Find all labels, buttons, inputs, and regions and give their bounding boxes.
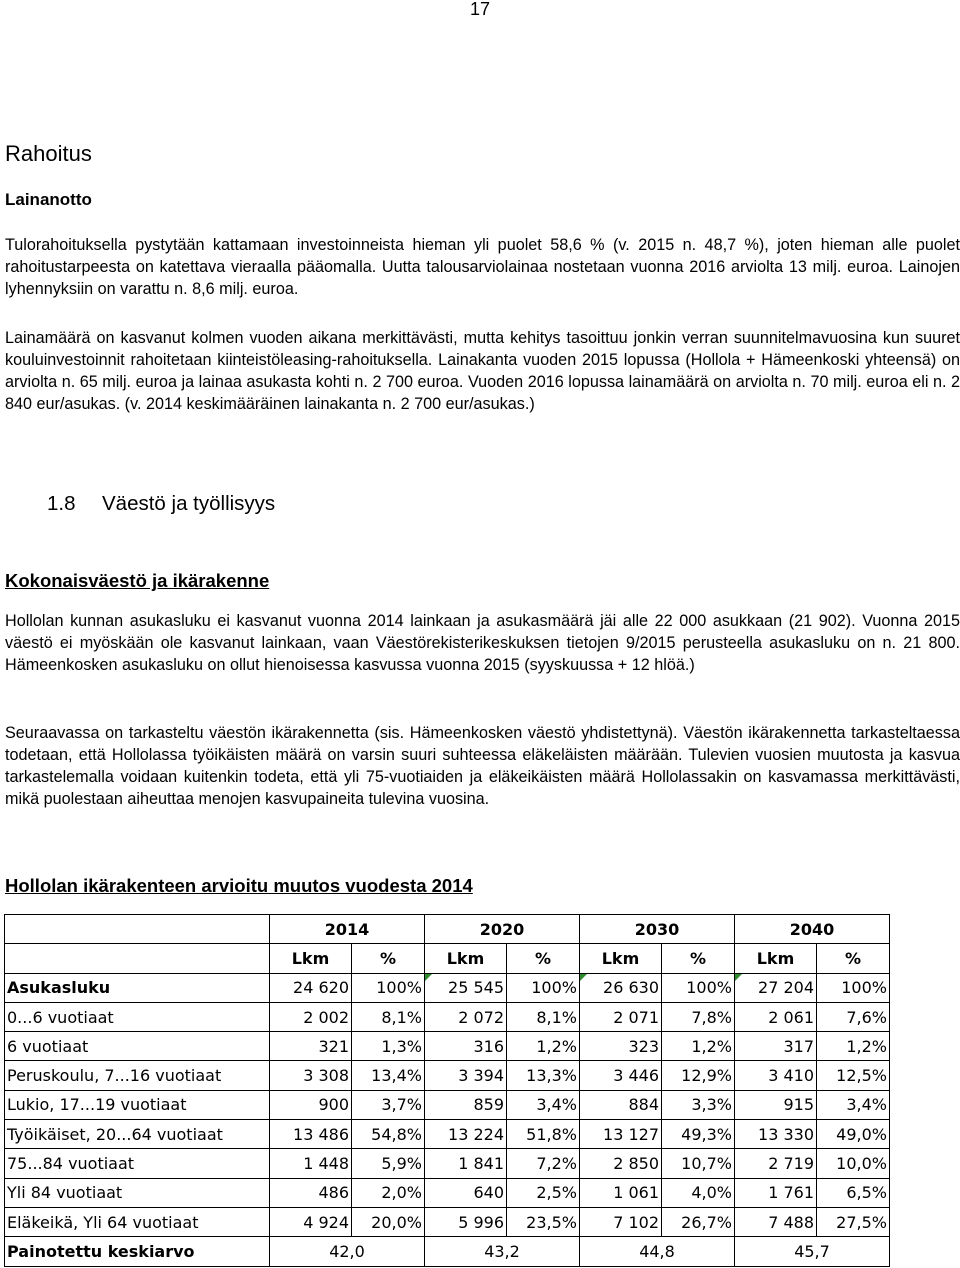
count-cell: 2 072 xyxy=(425,1002,507,1031)
weighted-average-cell: 45,7 xyxy=(735,1237,890,1266)
count-cell: 321 xyxy=(270,1032,352,1061)
percent-cell: 3,3% xyxy=(662,1090,735,1119)
percent-cell: 5,9% xyxy=(352,1149,425,1178)
section-heading xyxy=(47,492,275,516)
percent-cell: 8,1% xyxy=(352,1002,425,1031)
subheader-cell: Lkm xyxy=(270,944,352,973)
comment-marker-icon xyxy=(425,974,432,981)
count-cell: 3 308 xyxy=(270,1061,352,1090)
table-subheader-row xyxy=(5,944,890,973)
percent-cell: 100% xyxy=(352,973,425,1002)
row-label: 75...84 vuotiaat xyxy=(5,1149,270,1178)
header-blank-cell xyxy=(5,944,270,973)
subheader-cell: % xyxy=(817,944,890,973)
percent-cell: 20,0% xyxy=(352,1207,425,1236)
year-header: 2040 xyxy=(735,915,890,944)
table-row-weighted-average xyxy=(5,1237,890,1266)
row-label: Asukasluku xyxy=(5,973,270,1002)
percent-cell: 2,0% xyxy=(352,1178,425,1207)
table-row xyxy=(5,1032,890,1061)
section-title: Väestö ja työllisyys xyxy=(102,492,276,515)
count-cell: 900 xyxy=(270,1090,352,1119)
subheader-cell: % xyxy=(662,944,735,973)
count-cell: 640 xyxy=(425,1178,507,1207)
heading-rahoitus: Rahoitus xyxy=(5,141,92,166)
row-label: Yli 84 vuotiaat xyxy=(5,1178,270,1207)
percent-cell: 10,7% xyxy=(662,1149,735,1178)
count-cell: 1 761 xyxy=(735,1178,817,1207)
percent-cell: 1,3% xyxy=(352,1032,425,1061)
comment-marker-icon xyxy=(580,974,587,981)
row-label: Työikäiset, 20...64 vuotiaat xyxy=(5,1120,270,1149)
subheader-cell: % xyxy=(507,944,580,973)
count-cell: 1 841 xyxy=(425,1149,507,1178)
row-label: 0...6 vuotiaat xyxy=(5,1002,270,1031)
subheader-cell: % xyxy=(352,944,425,973)
count-cell: 7 488 xyxy=(735,1207,817,1236)
percent-cell: 100% xyxy=(662,973,735,1002)
percent-cell: 3,4% xyxy=(507,1090,580,1119)
percent-cell: 100% xyxy=(817,973,890,1002)
percent-cell: 7,6% xyxy=(817,1002,890,1031)
weighted-average-cell: 44,8 xyxy=(580,1237,735,1266)
count-cell: 3 410 xyxy=(735,1061,817,1090)
percent-cell: 1,2% xyxy=(662,1032,735,1061)
count-cell: 2 071 xyxy=(580,1002,662,1031)
table-row xyxy=(5,1090,890,1119)
weighted-average-cell: 43,2 xyxy=(425,1237,580,1266)
weighted-average-cell: 42,0 xyxy=(270,1237,425,1266)
percent-cell: 49,0% xyxy=(817,1120,890,1149)
row-label: Painotettu keskiarvo xyxy=(5,1237,270,1266)
percent-cell: 12,9% xyxy=(662,1061,735,1090)
row-label: Eläkeikä, Yli 64 vuotiaat xyxy=(5,1207,270,1236)
table-year-header-row xyxy=(5,915,890,944)
count-cell: 317 xyxy=(735,1032,817,1061)
table-row xyxy=(5,1178,890,1207)
year-header: 2020 xyxy=(425,915,580,944)
paragraph-lainanotto-1: Tulorahoituksella pystytään kattamaan investoinneista hieman yli puolet 58,6 % (v. 2015 n. 48,7 %), joten hieman alle puolet rahoitustarpeesta on katettava vieraalla pääomalla. Uutta talousarviolainaa nostetaan vuonna 2016 arviolta 13 milj. euroa. Lainojen lyhennyksiin on varattu n. 8,6 milj. euroa. xyxy=(5,236,960,298)
paragraph-kokonaisvaesto-1: Hollolan kunnan asukasluku ei kasvanut vuonna 2014 lainkaan ja asukasmäärä jäi alle 22 000 asukkaan (21 902). Vuonna 2015 väestö ei myöskään ole kasvanut lainkaan, vaan Väestörekisterikeskuksen tietojen 9/2015 perusteella asukasluku on n. 21 800. Hämeenkosken asukasluku on ollut hienoisessa kasvussa vuonna 2015 (syyskuussa + 12 hlöä.) xyxy=(5,612,960,674)
table-row xyxy=(5,1207,890,1236)
count-cell: 3 394 xyxy=(425,1061,507,1090)
table-row xyxy=(5,973,890,1002)
heading-kokonaisvaesto: Kokonaisväestö ja ikärakenne xyxy=(5,570,270,591)
count-cell: 2 850 xyxy=(580,1149,662,1178)
subheader-cell: Lkm xyxy=(735,944,817,973)
table-row xyxy=(5,1149,890,1178)
percent-cell: 12,5% xyxy=(817,1061,890,1090)
count-cell: 323 xyxy=(580,1032,662,1061)
percent-cell: 7,8% xyxy=(662,1002,735,1031)
percent-cell: 6,5% xyxy=(817,1178,890,1207)
table-row xyxy=(5,1061,890,1090)
percent-cell: 8,1% xyxy=(507,1002,580,1031)
percent-cell: 100% xyxy=(507,973,580,1002)
percent-cell: 7,2% xyxy=(507,1149,580,1178)
count-cell: 486 xyxy=(270,1178,352,1207)
age-structure-table xyxy=(4,914,890,1267)
count-cell: 4 924 xyxy=(270,1207,352,1236)
row-label: 6 vuotiaat xyxy=(5,1032,270,1061)
count-cell: 316 xyxy=(425,1032,507,1061)
count-cell: 915 xyxy=(735,1090,817,1119)
section-number: 1.8 xyxy=(47,492,76,515)
percent-cell: 2,5% xyxy=(507,1178,580,1207)
year-header: 2030 xyxy=(580,915,735,944)
count-cell: 13 224 xyxy=(425,1120,507,1149)
percent-cell: 1,2% xyxy=(817,1032,890,1061)
year-header: 2014 xyxy=(270,915,425,944)
paragraph-lainanotto-2: Lainamäärä on kasvanut kolmen vuoden aikana merkittävästi, mutta kehitys tasoittuu jonkin verran suunnitelmavuosina kun suuret kouluinvestoinnit rahoitetaan kiinteistöleasing-rahoituksella. Lainakanta vuoden 2015 lopussa (Hollola + Hämeenkoski yhteensä) on arviolta n. 65 milj. euroa ja lainaa asukasta kohti n. 2 700 euroa. Vuoden 2016 lopussa lainamäärä on arviolta n. 70 milj. euroa eli n. 2 840 eur/asukas. (v. 2014 keskimääräinen lainakanta n. 2 700 eur/asukas.) xyxy=(5,329,960,413)
row-label: Peruskoulu, 7...16 vuotiaat xyxy=(5,1061,270,1090)
percent-cell: 10,0% xyxy=(817,1149,890,1178)
count-cell: 1 061 xyxy=(580,1178,662,1207)
count-cell: 859 xyxy=(425,1090,507,1119)
percent-cell: 13,3% xyxy=(507,1061,580,1090)
count-cell: 1 448 xyxy=(270,1149,352,1178)
count-cell: 2 061 xyxy=(735,1002,817,1031)
percent-cell: 4,0% xyxy=(662,1178,735,1207)
table-row xyxy=(5,1120,890,1149)
percent-cell: 3,4% xyxy=(817,1090,890,1119)
percent-cell: 23,5% xyxy=(507,1207,580,1236)
comment-marker-icon xyxy=(735,974,742,981)
percent-cell: 13,4% xyxy=(352,1061,425,1090)
count-cell: 5 996 xyxy=(425,1207,507,1236)
count-cell: 25 545 xyxy=(425,973,507,1002)
count-cell: 884 xyxy=(580,1090,662,1119)
percent-cell: 1,2% xyxy=(507,1032,580,1061)
count-cell: 7 102 xyxy=(580,1207,662,1236)
table-title: Hollolan ikärakenteen arvioitu muutos vuodesta 2014 xyxy=(5,875,473,896)
count-cell: 13 127 xyxy=(580,1120,662,1149)
paragraph-kokonaisvaesto-2: Seuraavassa on tarkasteltu väestön ikärakennetta (sis. Hämeenkosken väestö yhdistettynä). Väestön ikärakennetta tarkasteltaessa todetaan, että Hollolassa työikäisten määrä on varsin suuri suhteessa eläkeläisten määrään. Tulevien vuosien muutosta ja kasvua tarkastelemalla voidaan kuitenkin todeta, että yli 75-vuotiaiden ja eläkeikäisten määrä Hollolassakin on kasvamassa merkittävästi, mikä puolestaan aiheuttaa menojen kasvupaineita tulevina vuosina. xyxy=(5,724,960,808)
count-cell: 26 630 xyxy=(580,973,662,1002)
count-cell: 13 486 xyxy=(270,1120,352,1149)
percent-cell: 26,7% xyxy=(662,1207,735,1236)
count-cell: 24 620 xyxy=(270,973,352,1002)
percent-cell: 3,7% xyxy=(352,1090,425,1119)
heading-lainanotto: Lainanotto xyxy=(5,190,92,209)
count-cell: 3 446 xyxy=(580,1061,662,1090)
table-row xyxy=(5,1002,890,1031)
percent-cell: 51,8% xyxy=(507,1120,580,1149)
header-blank-cell xyxy=(5,915,270,944)
count-cell: 2 002 xyxy=(270,1002,352,1031)
percent-cell: 49,3% xyxy=(662,1120,735,1149)
count-cell: 2 719 xyxy=(735,1149,817,1178)
row-label: Lukio, 17...19 vuotiaat xyxy=(5,1090,270,1119)
count-cell: 27 204 xyxy=(735,973,817,1002)
count-cell: 13 330 xyxy=(735,1120,817,1149)
percent-cell: 27,5% xyxy=(817,1207,890,1236)
subheader-cell: Lkm xyxy=(580,944,662,973)
page-number: 17 xyxy=(469,0,491,19)
subheader-cell: Lkm xyxy=(425,944,507,973)
percent-cell: 54,8% xyxy=(352,1120,425,1149)
